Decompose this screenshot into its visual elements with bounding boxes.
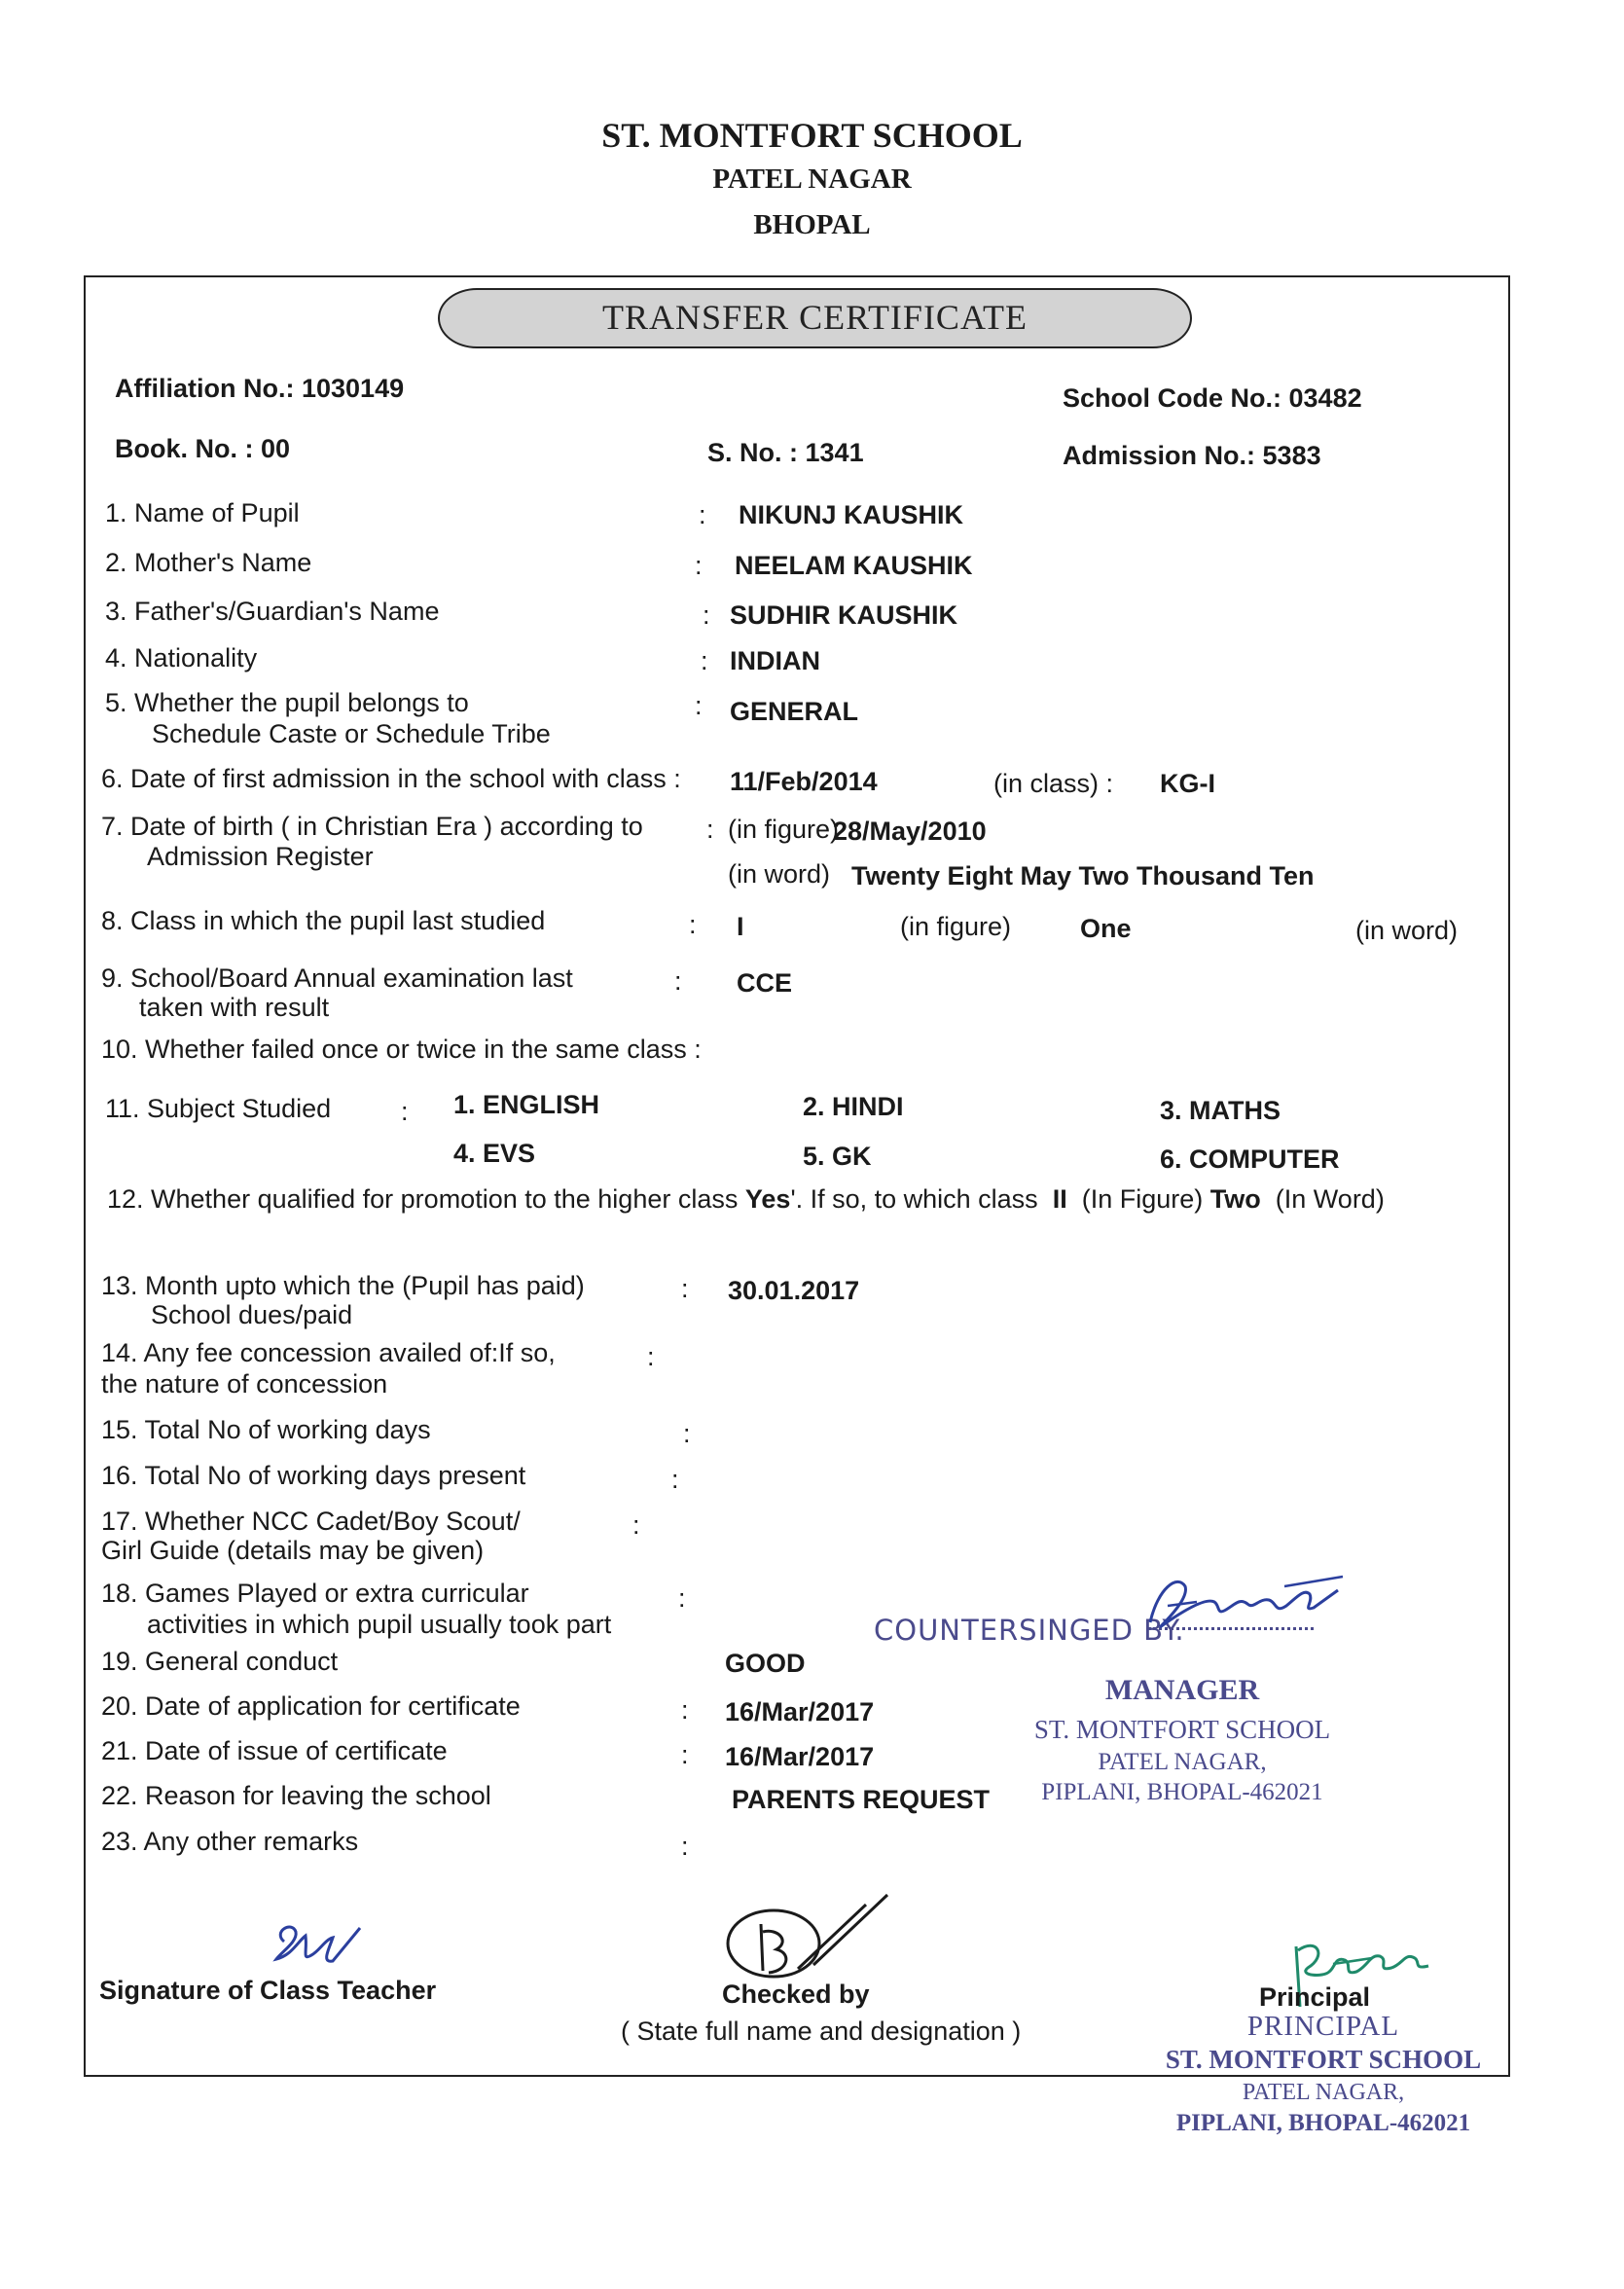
book-no: Book. No. : 00 bbox=[115, 434, 291, 463]
school-area: PATEL NAGAR bbox=[712, 164, 912, 195]
colon: : bbox=[678, 1583, 686, 1613]
certificate-title: TRANSFER CERTIFICATE bbox=[438, 288, 1192, 348]
checked-by-note: ( State full name and designation ) bbox=[621, 2016, 1022, 2046]
principal-stamp-city: PIPLANI, BHOPAL-462021 bbox=[1175, 2110, 1471, 2136]
last-class-figure-label: (in figure) bbox=[900, 912, 1012, 941]
colon: : bbox=[401, 1097, 409, 1126]
item-10-label: 10. Whether failed once or twice in the same class : bbox=[101, 1035, 702, 1064]
subject-5: 5. GK bbox=[803, 1142, 872, 1171]
exam-result: CCE bbox=[737, 968, 793, 998]
colon: : bbox=[703, 600, 710, 630]
admission-class: KG-I bbox=[1160, 769, 1215, 798]
last-class-word-label: (in word) bbox=[1355, 916, 1459, 945]
item-15-label: 15. Total No of working days bbox=[101, 1415, 431, 1444]
dob-word-label: (in word) bbox=[728, 859, 831, 889]
nationality: INDIAN bbox=[730, 646, 820, 675]
item-11-label: 11. Subject Studied bbox=[105, 1094, 332, 1123]
colon: : bbox=[695, 551, 703, 580]
principal-stamp-title: PRINCIPAL bbox=[1246, 2011, 1400, 2042]
principal-label: Principal bbox=[1259, 1982, 1371, 2012]
item-17-label-cont: Girl Guide (details may be given) bbox=[101, 1536, 485, 1565]
manager-stamp-area: PATEL NAGAR, bbox=[1098, 1749, 1267, 1775]
colon: : bbox=[699, 500, 706, 529]
item-7-label-cont: Admission Register bbox=[147, 842, 374, 871]
subject-1: 1. ENGLISH bbox=[453, 1090, 600, 1119]
dues-paid: 30.01.2017 bbox=[728, 1276, 860, 1305]
subject-2: 2. HINDI bbox=[803, 1092, 904, 1121]
issue-date: 16/Mar/2017 bbox=[725, 1742, 875, 1771]
item-9-label-cont: taken with result bbox=[139, 993, 330, 1022]
checked-by-label: Checked by bbox=[722, 1980, 870, 2009]
item-3-label: 3. Father's/Guardian's Name bbox=[105, 597, 440, 626]
colon: : bbox=[632, 1510, 640, 1540]
serial-no: S. No. : 1341 bbox=[707, 438, 864, 467]
colon: : bbox=[674, 966, 682, 996]
item-5-label-cont: Schedule Caste or Schedule Tribe bbox=[152, 719, 551, 748]
item-20-label: 20. Date of application for certificate bbox=[101, 1691, 521, 1721]
last-class-figure: I bbox=[737, 912, 744, 941]
admission-date: 11/Feb/2014 bbox=[730, 767, 878, 796]
colon: : bbox=[689, 910, 697, 939]
category: GENERAL bbox=[730, 697, 859, 726]
colon: : bbox=[706, 815, 714, 844]
colon: : bbox=[681, 1695, 689, 1725]
item-1-label: 1. Name of Pupil bbox=[105, 498, 300, 527]
manager-stamp-school: ST. MONTFORT SCHOOL bbox=[1033, 1715, 1331, 1744]
colon: : bbox=[681, 1740, 689, 1769]
item-19-label: 19. General conduct bbox=[101, 1647, 339, 1676]
item-23-label: 23. Any other remarks bbox=[101, 1827, 359, 1856]
item-16-label: 16. Total No of working days present bbox=[101, 1461, 526, 1490]
dob-figure: 28/May/2010 bbox=[833, 817, 987, 846]
colon: : bbox=[647, 1342, 655, 1371]
item-7-label: 7. Date of birth ( in Christian Era ) according to bbox=[101, 812, 643, 841]
principal-stamp-school: ST. MONTFORT SCHOOL bbox=[1165, 2045, 1482, 2074]
item-9-label: 9. School/Board Annual examination last bbox=[101, 963, 573, 993]
item-13-label-cont: School dues/paid bbox=[151, 1300, 353, 1329]
countersigned-stamp: COUNTERSINGED BY. bbox=[874, 1614, 1185, 1647]
item-2-label: 2. Mother's Name bbox=[105, 548, 312, 577]
principal-stamp-area: PATEL NAGAR, bbox=[1242, 2080, 1405, 2105]
item-4-label: 4. Nationality bbox=[105, 643, 258, 672]
dob-figure-label: (in figure) bbox=[728, 815, 840, 844]
class-teacher-signature bbox=[263, 1912, 379, 1980]
item-14-label-cont: the nature of concession bbox=[101, 1369, 388, 1399]
last-class-word: One bbox=[1080, 914, 1132, 943]
manager-stamp-city: PIPLANI, BHOPAL-462021 bbox=[1041, 1779, 1323, 1805]
item-22-label: 22. Reason for leaving the school bbox=[101, 1781, 491, 1810]
father-name: SUDHIR KAUSHIK bbox=[730, 600, 958, 630]
pupil-name: NIKUNJ KAUSHIK bbox=[739, 500, 964, 529]
item-8-label: 8. Class in which the pupil last studied bbox=[101, 906, 546, 935]
colon: : bbox=[683, 1419, 691, 1448]
application-date: 16/Mar/2017 bbox=[725, 1697, 875, 1726]
leaving-reason: PARENTS REQUEST bbox=[732, 1785, 991, 1814]
item-14-label: 14. Any fee concession availed of:If so, bbox=[101, 1338, 556, 1367]
colon: : bbox=[695, 691, 703, 720]
subject-4: 4. EVS bbox=[453, 1139, 536, 1168]
item-21-label: 21. Date of issue of certificate bbox=[101, 1736, 448, 1765]
affiliation-no: Affiliation No.: 1030149 bbox=[115, 374, 405, 403]
item-12: 12. Whether qualified for promotion to the higher class Yes'. If so, to which class II (In Figure) Two (In Word) bbox=[107, 1184, 1385, 1214]
colon: : bbox=[701, 646, 708, 675]
subject-3: 3. MATHS bbox=[1160, 1096, 1281, 1125]
item-18-label-cont: activities in which pupil usually took part bbox=[147, 1610, 612, 1639]
school-name: ST. MONTFORT SCHOOL bbox=[601, 116, 1023, 155]
class-teacher-label: Signature of Class Teacher bbox=[99, 1976, 437, 2005]
in-class-label: (in class) : bbox=[993, 769, 1114, 798]
general-conduct: GOOD bbox=[725, 1649, 806, 1678]
item-18-label: 18. Games Played or extra curricular bbox=[101, 1579, 529, 1608]
manager-stamp-title: MANAGER bbox=[1104, 1674, 1260, 1706]
item-6-label: 6. Date of first admission in the school with class : bbox=[101, 764, 681, 793]
mother-name: NEELAM KAUSHIK bbox=[735, 551, 973, 580]
colon: : bbox=[681, 1832, 689, 1861]
manager-signature bbox=[1138, 1569, 1353, 1637]
item-17-label: 17. Whether NCC Cadet/Boy Scout/ bbox=[101, 1507, 521, 1536]
admission-no: Admission No.: 5383 bbox=[1063, 441, 1321, 470]
school-city: BHOPAL bbox=[753, 209, 871, 240]
school-code-no: School Code No.: 03482 bbox=[1063, 383, 1362, 413]
colon: : bbox=[671, 1465, 679, 1494]
subject-6: 6. COMPUTER bbox=[1160, 1144, 1340, 1174]
dob-word: Twenty Eight May Two Thousand Ten bbox=[851, 861, 1315, 890]
item-13-label: 13. Month upto which the (Pupil has paid) bbox=[101, 1271, 585, 1300]
item-5-label: 5. Whether the pupil belongs to bbox=[105, 688, 469, 717]
colon: : bbox=[681, 1274, 689, 1303]
